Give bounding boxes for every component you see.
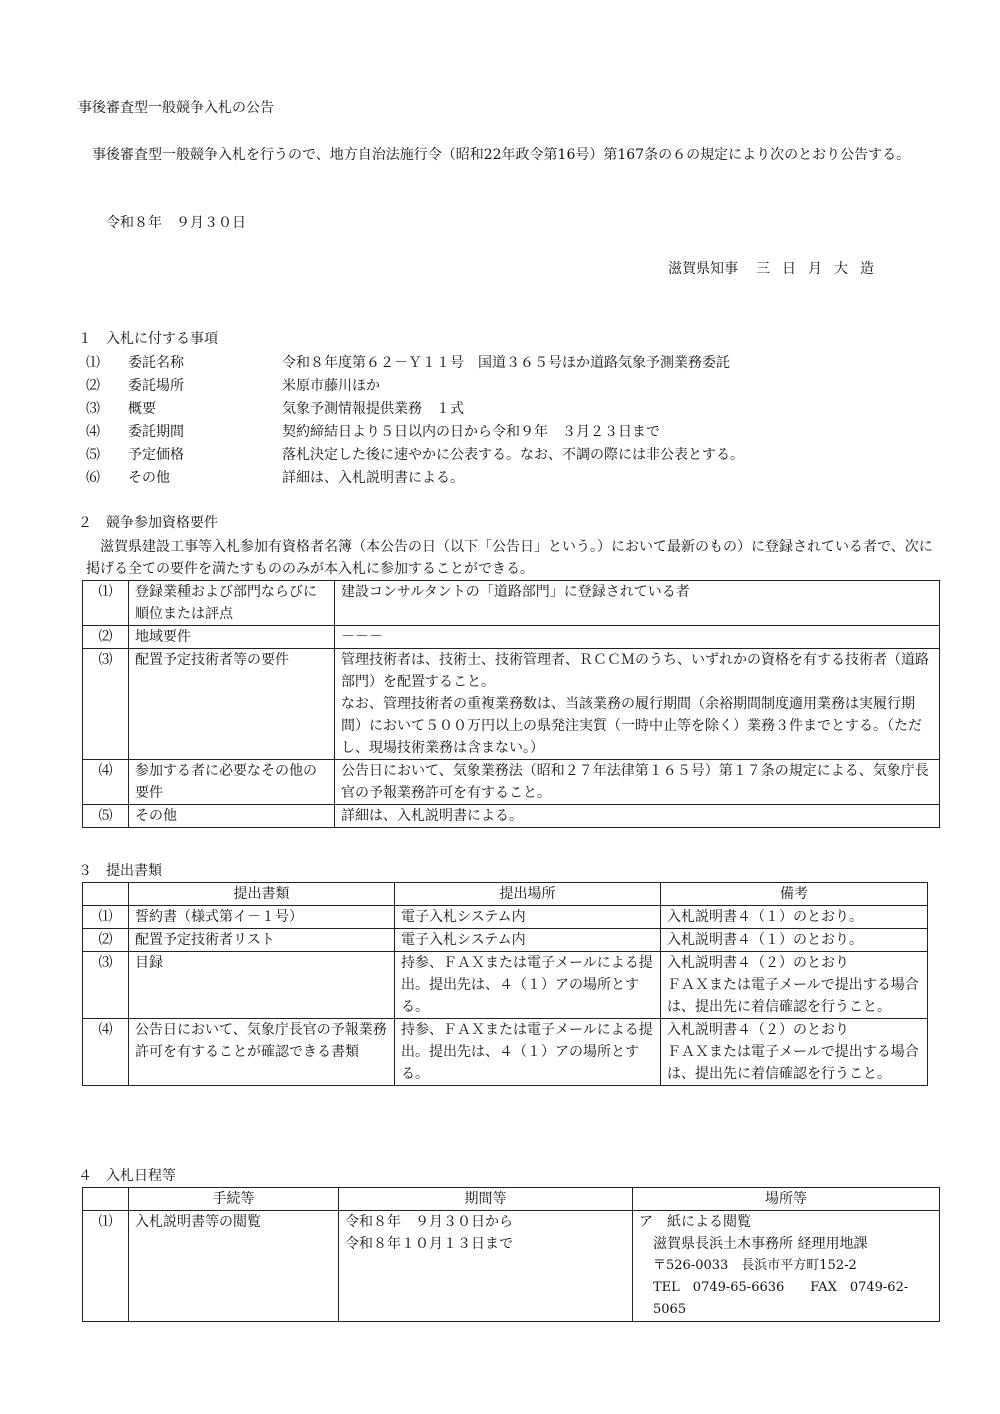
note-line: ＦＡＸまたは電子メールで提出する場合は、提出先に着信確認を行うこと。 [667,1044,919,1082]
issuer-name: 三日月大造 [756,261,886,277]
column-header: 場所等 [633,1188,940,1211]
section1-list [86,352,926,490]
issuer [668,258,886,280]
list-item [86,352,926,375]
period-line: 令和８年 ９月３０日から [345,1214,513,1230]
note-cell [661,1019,928,1086]
place-cell: 電子入札システム内 [395,906,661,929]
doc-cell: 誓約書（様式第イ－１号） [129,906,395,929]
item-label: 概要 [128,401,156,417]
notice-title: 事後審査型一般競争入札の公告 [78,100,274,116]
item-number: ⑷ [86,424,100,440]
place-cell: 電子入札システム内 [395,929,661,952]
intro-paragraph: 事後審査型一般競争入札を行うので、地方自治法施行令（昭和22年政令第16号）第167条の６の規定により次のとおり公告する。 [92,147,911,163]
section2-paragraph: 滋賀県建設工事等入札参加有資格者名簿（本公告の日（以下「公告日」という。）において最新のもの）に登録されている者で、次に掲げる全ての要件を満たすもののみが本入札に参加することができる。 [86,539,933,577]
row-number: ⑷ [83,1019,129,1086]
item-label: 委託期間 [128,424,184,440]
row-value: 建設コンサルタントの「道路部門」に登録されている者 [335,581,940,626]
row-label: 参加する者に必要なその他の要件 [129,760,335,805]
proc-cell: 入札説明書等の閲覧 [129,1211,339,1322]
item-value: 気象予測情報提供業務 １式 [282,401,464,417]
item-number: ⑴ [86,355,100,371]
table-header-row [83,883,928,906]
row-value [335,649,940,760]
item-value: 契約締結日より５日以内の日から令和９年 ３月２３日まで [282,424,660,440]
doc-cell: 配置予定技術者リスト [129,929,395,952]
row-number: ⑴ [83,581,129,626]
item-value: 詳細は、入札説明書による。 [282,470,464,486]
column-header: 手続等 [129,1188,339,1211]
note-cell [661,952,928,1019]
section1-heading: １ 入札に付する事項 [78,331,218,347]
row-number: ⑴ [83,1211,129,1322]
place-line: TEL 0749-65-6636 FAX 0749-62-5065 [653,1280,909,1317]
note-line: 入札説明書４（２）のとおり [667,955,849,971]
row-label: 登録業種および部門ならびに順位または評点 [129,581,335,626]
row-number: ⑵ [83,929,129,952]
place-line: ア 紙による閲覧 [639,1214,751,1230]
place-line: 〒526-0033 長浜市平方町152-2 [653,1258,857,1273]
documents-table [82,882,928,1086]
item-number: ⑹ [86,470,100,486]
item-value: 令和８年度第６２－Ｙ１１号 国道３６５号ほか道路気象予測業務委託 [282,355,730,371]
section3-heading: ３ 提出書類 [78,863,162,879]
row-value: 詳細は、入札説明書による。 [335,805,940,828]
item-number: ⑶ [86,401,100,417]
item-number: ⑵ [86,378,100,394]
item-value: 落札決定した後に速やかに公表する。なお、不調の際には非公表とする。 [282,447,744,463]
item-label: 委託名称 [128,355,184,371]
table-row [83,1211,940,1322]
list-item [86,375,926,398]
section4-heading: ４ 入札日程等 [78,1168,176,1184]
list-item [86,398,926,421]
row-number: ⑵ [83,626,129,649]
place-line: 滋賀県長浜土木事務所 経理用地課 [653,1236,868,1252]
row-value: 公告日において、気象業務法（昭和２７年法律第１６５号）第１７条の規定による、気象庁長官の予報業務許可を有すること。 [335,760,940,805]
period-line: 令和８年１０月１３日まで [345,1236,513,1252]
column-header: 期間等 [339,1188,633,1211]
list-item [86,421,926,444]
notice-date: 令和８年 ９月３０日 [106,215,246,231]
header-blank [83,883,129,906]
item-label: その他 [128,470,170,486]
row-number: ⑶ [83,649,129,760]
list-item [86,444,926,467]
item-label: 委託場所 [128,378,184,394]
table-row [83,1019,928,1086]
table-row [83,906,928,929]
item-number: ⑸ [86,447,100,463]
table-row [83,581,940,626]
row-value-line: 管理技術者は、技術士、技術管理者、ＲＣＣＭのうち、いずれかの資格を有する技術者（道路部門）を配置すること。 [341,652,929,690]
row-number: ⑸ [83,805,129,828]
table-row [83,626,940,649]
column-header: 提出書類 [129,883,395,906]
item-label: 予定価格 [128,447,184,463]
issuer-org: 滋賀県知事 [668,261,738,277]
schedule-table [82,1187,940,1322]
section2-heading: ２ 競争参加資格要件 [78,515,218,531]
note-cell: 入札説明書４（１）のとおり。 [661,929,928,952]
table-row [83,952,928,1019]
table-row [83,649,940,760]
row-value-line: なお、管理技術者の重複業務数は、当該業務の履行期間（余裕期間制度適用業務は実履行期間）において５００万円以上の県発注実質（一時中止等を除く）業務３件までとする。（ただし、現場技術業務は含まない。） [341,696,922,756]
item-value: 米原市藤川ほか [282,378,380,394]
table-row [83,929,928,952]
table-row [83,760,940,805]
row-label: 地域要件 [129,626,335,649]
row-label: 配置予定技術者等の要件 [129,649,335,760]
column-header: 提出場所 [395,883,661,906]
row-number: ⑴ [83,906,129,929]
place-cell: 持参、ＦＡＸまたは電子メールによる提出。提出先は、４（１）アの場所とする。 [395,1019,661,1086]
row-number: ⑶ [83,952,129,1019]
column-header: 備考 [661,883,928,906]
row-label: その他 [129,805,335,828]
period-cell [339,1211,633,1322]
requirements-table [82,580,940,828]
doc-cell: 目録 [129,952,395,1019]
place-cell: 持参、ＦＡＸまたは電子メールによる提出。提出先は、４（１）アの場所とする。 [395,952,661,1019]
note-line: ＦＡＸまたは電子メールで提出する場合は、提出先に着信確認を行うこと。 [667,977,919,1015]
note-cell: 入札説明書４（１）のとおり。 [661,906,928,929]
row-value: －－－ [335,626,940,649]
doc-cell: 公告日において、気象庁長官の予報業務許可を有することが確認できる書類 [129,1019,395,1086]
table-header-row [83,1188,940,1211]
row-number: ⑷ [83,760,129,805]
table-row [83,805,940,828]
note-line: 入札説明書４（２）のとおり [667,1022,849,1038]
header-blank [83,1188,129,1211]
place-cell [633,1211,940,1322]
list-item [86,467,926,490]
